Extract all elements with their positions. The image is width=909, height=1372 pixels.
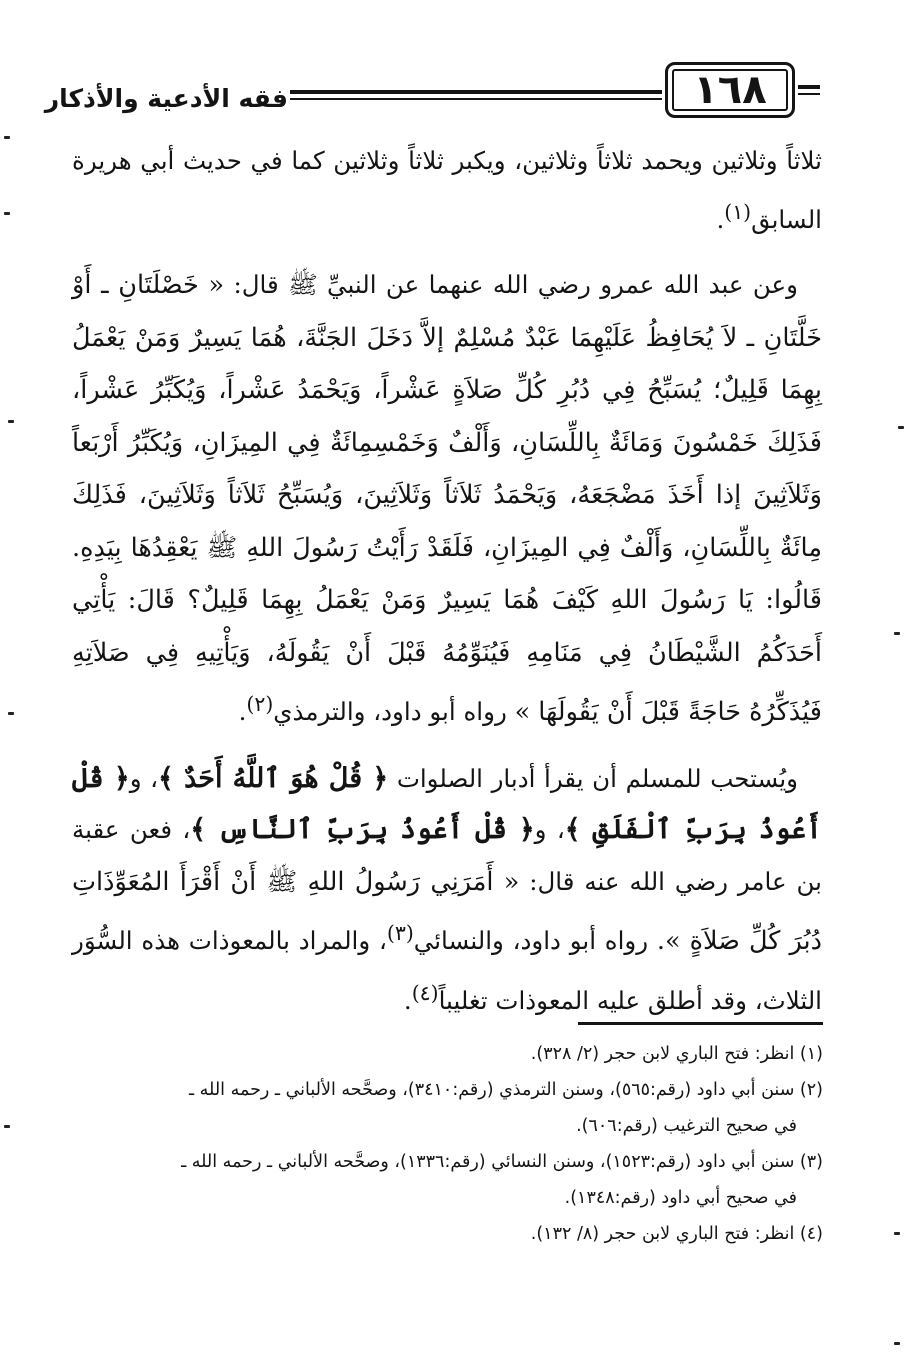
paragraph-text: ثلاثاً وثلاثين ويحمد ثلاثاً وثلاثين، ويكبر ثلاثاً وثلاثين كما في حديث أبي هريرة السابق bbox=[72, 146, 822, 234]
footnote-4 bbox=[78, 1216, 823, 1252]
footnote-1 bbox=[78, 1036, 823, 1072]
footnote-text: (٢) سنن أبي داود (رقم:٥٦٥)، وسنن الترمذي (رقم:٣٤١٠)، وصحَّحه الألباني ـ رحمه الله ـ bbox=[188, 1080, 823, 1100]
footnote-continuation: في صحيح أبي داود (رقم:١٣٤٨). bbox=[564, 1188, 797, 1208]
separator: ، و bbox=[129, 763, 159, 793]
hadith-quote: « أَمَرَنِي رَسُولُ اللهِ ﷺ أَنْ أَقْرَأَ المُعَوِّذَاتِ دُبُرَ كُلِّ صَلاَةٍ ». bbox=[72, 866, 823, 957]
scan-mark bbox=[8, 712, 14, 715]
footnote-divider bbox=[578, 1022, 823, 1025]
quran-verse: ﴿ قُلْ أَعُوذُ بِرَبِّ ٱلْفَلَقِ ﴾ bbox=[72, 762, 822, 846]
header-rule-right bbox=[798, 85, 820, 95]
header-rule-left bbox=[290, 90, 662, 100]
punctuation: . bbox=[238, 697, 247, 727]
paragraph-text: ، والمراد بالمعوذات هذه السُّوَر الثلاث، وقد أطلق عليه المعوذات تغليباً bbox=[72, 926, 822, 1016]
page-number: ١٦٨ bbox=[665, 62, 795, 118]
footnote-2 bbox=[78, 1072, 823, 1144]
scan-mark bbox=[4, 1125, 10, 1128]
footnote-continuation: في صحيح الترغيب (رقم:٦٠٦). bbox=[576, 1116, 797, 1136]
paragraph-2 bbox=[72, 259, 822, 739]
page-header bbox=[44, 58, 820, 128]
book-title: فقه الأدعية والأذكار bbox=[44, 84, 288, 113]
footnote-ref: (١) bbox=[724, 199, 752, 224]
paragraph-text: رواه أبو داود، والنسائي bbox=[413, 926, 649, 956]
separator: ، و bbox=[534, 815, 565, 845]
scan-mark bbox=[894, 1342, 900, 1345]
scan-mark bbox=[894, 632, 900, 635]
paragraph-text: ، فعن عقبة بن عامر رضي الله عنه قال: bbox=[72, 815, 822, 896]
paragraph-intro: وعن عبد الله عمرو رضي الله عنهما عن النبيِّ ﷺ قال: bbox=[233, 270, 798, 300]
footnote-ref: (٣) bbox=[386, 921, 414, 946]
footnote-ref: (٢) bbox=[246, 692, 274, 717]
footnote-text: (٤) انظر: فتح الباري لابن حجر (٨/ ١٣٢). bbox=[530, 1224, 823, 1244]
punctuation: . bbox=[716, 204, 725, 234]
paragraph-text: ويُستحب للمسلم أن يقرأ أدبار الصلوات bbox=[396, 763, 798, 793]
scan-mark bbox=[898, 426, 904, 429]
hadith-quote: « خَصْلَتَانِ ـ أَوْ خَلَّتَانِ ـ لاَ يُحَافِظُ عَلَيْهِمَا عَبْدٌ مُسْلِمٌ إلاَّ دَخَلَ الجَنَّةَ، هُمَا يَسِيرٌ وَمَنْ يَعْمَلُ بِهِمَا قَلِيلٌ؛ يُسَبِّحُ فِي دُبُرِ كُلِّ صَلاَةٍ عَشْراً، وَيَحْمَدُ عَشْراً، وَيُكَبِّرُ عَشْراً، فَذَلِكَ خَمْسُونَ وَمَائَةٌ بِاللِّسَانِ، وَأَلْفٌ وَخَمْسِمِائَةٌ فِي المِيزَانِ، وَيُكَبِّرُ أَرْبَعاً وَثَلاَثِينَ إذا أَخَذَ مَضْجَعَهُ، وَيَحْمَدُ ثَلاَثاً وَثَلاَثِينَ، وَيُسَبِّحُ ثَلاَثاً وَثَلاَثِينَ، فَذَلِكَ مِائَةٌ بِاللِّسَانِ، وَأَلْفٌ فِي المِيزَانِ، فَلَقَدْ رَأَيْتُ رَسُولَ اللهِ ﷺ يَعْقِدُهَا بِيَدِهِ. قَالُوا: يَا رَسُولَ اللهِ كَيْفَ هُمَا يَسِيرٌ وَمَنْ يَعْمَلُ بِهِمَا قَلِيلٌ؟ قَالَ: يَأْتِي أَحَدَكُمُ الشَّيْطَانُ فِي مَنَامِهِ فَيُنَوِّمُهُ قَبْلَ أَنْ يَقُولَهُ، وَيَأْتِيهِ فِي صَلاَتِهِ فَيُذَكِّرُهُ حَاجَةً قَبْلَ أَنْ يَقُولَهَا » bbox=[72, 270, 823, 728]
footnote-text: (١) انظر: فتح الباري لابن حجر (٢/ ٣٢٨). bbox=[530, 1044, 823, 1064]
footnote-3 bbox=[78, 1144, 823, 1216]
footnote-ref: (٤) bbox=[411, 980, 439, 1005]
scan-mark bbox=[894, 1232, 900, 1235]
scan-mark bbox=[8, 420, 14, 423]
punctuation: . bbox=[403, 986, 412, 1016]
quran-verse: ﴿ قُلْ هُوَ ٱللَّهُ أَحَدٌ ﴾ bbox=[158, 762, 389, 794]
paragraph-1 bbox=[72, 135, 822, 245]
hadith-source: رواه أبو داود، والترمذي bbox=[273, 697, 507, 727]
footnotes bbox=[78, 1036, 823, 1252]
quran-verse: ﴿ قُلْ أَعُوذُ بِرَبِّ ٱلنَّاسِ ﴾ bbox=[190, 814, 535, 846]
paragraph-3 bbox=[72, 753, 822, 1027]
footnote-text: (٣) سنن أبي داود (رقم:١٥٢٣)، وسنن النسائي (رقم:١٣٣٦)، وصحَّحه الألباني ـ رحمه الله ـ bbox=[181, 1152, 823, 1172]
scan-mark bbox=[4, 136, 10, 139]
scan-mark bbox=[4, 212, 10, 215]
main-text bbox=[72, 135, 822, 1027]
